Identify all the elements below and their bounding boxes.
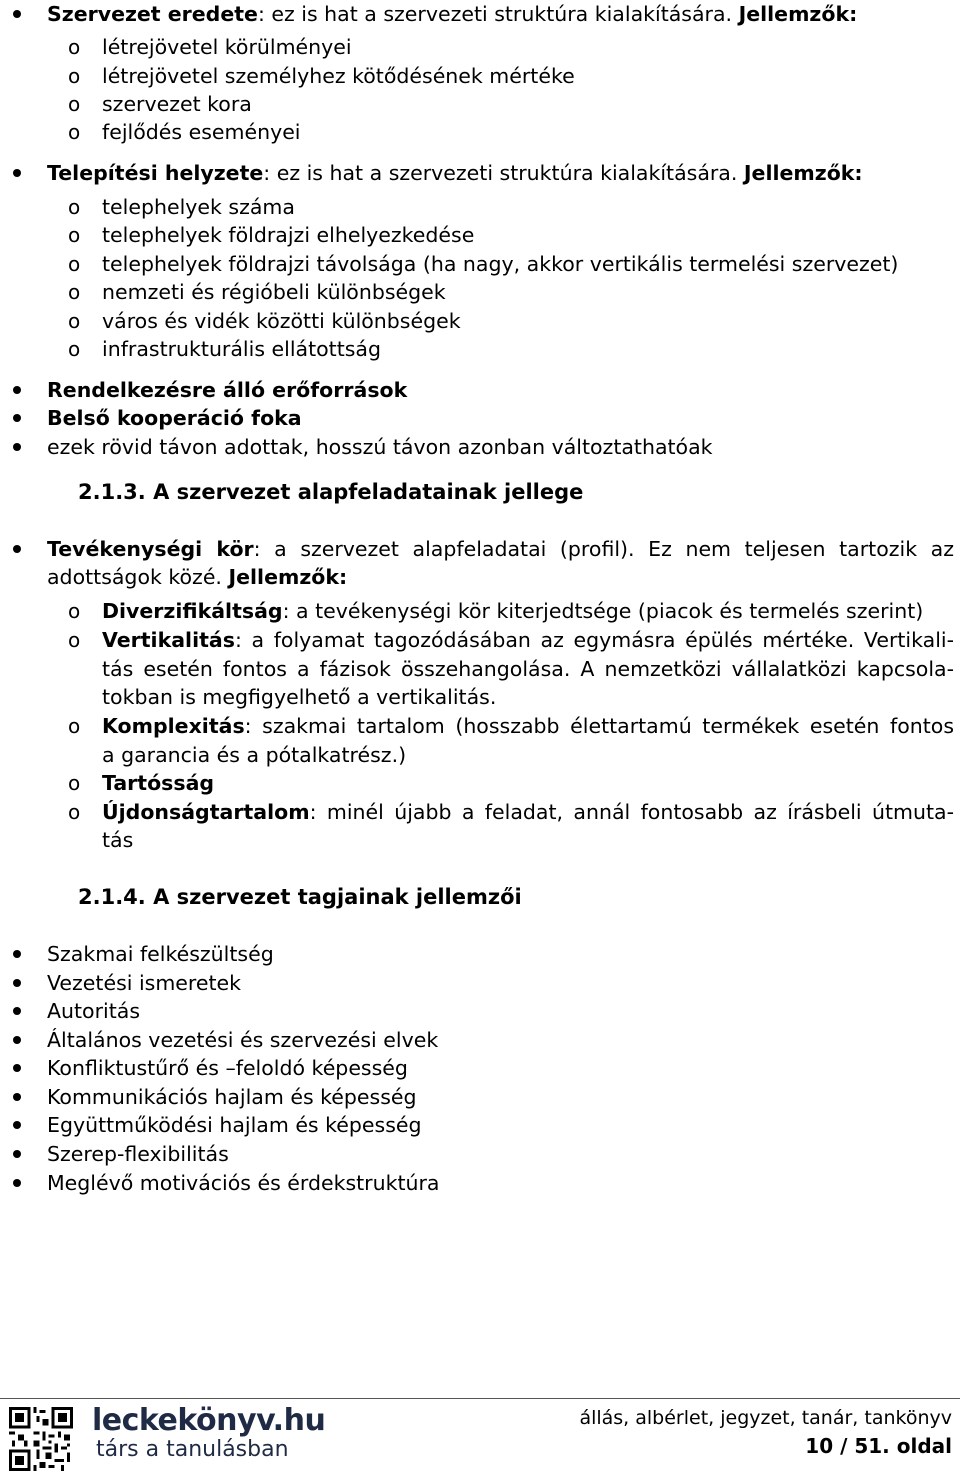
bullet-icon xyxy=(13,1179,21,1187)
bullet-icon xyxy=(13,1121,21,1129)
bullet-icon xyxy=(13,386,21,394)
qr-code-icon[interactable] xyxy=(9,1407,73,1471)
bullet-icon xyxy=(13,169,21,177)
bullet-icon xyxy=(13,1150,21,1158)
bullet-icon xyxy=(13,1007,21,1015)
bullet-icon xyxy=(13,979,21,987)
logo[interactable]: leckekönyv.hu társ a tanulásban xyxy=(92,1403,326,1462)
section-heading-2-1-4: 2.1.4. A szervezet tagjainak jellemzői xyxy=(78,885,522,909)
bullet-icon xyxy=(13,545,21,553)
page-number: 10 / 51. oldal xyxy=(805,1434,952,1458)
footer-info xyxy=(579,1404,952,1460)
bullet-icon xyxy=(13,950,21,958)
page-footer xyxy=(0,1398,960,1475)
bullet-icon xyxy=(13,1036,21,1044)
section-heading-2-1-3: 2.1.3. A szervezet alapfeladatainak jellege xyxy=(78,480,584,504)
footer-tagline: állás, albérlet, jegyzet, tanár, tankönyv xyxy=(579,1407,952,1429)
bullet-icon xyxy=(13,1093,21,1101)
bullet-icon xyxy=(13,414,21,422)
bullet-icon xyxy=(13,10,21,18)
bullet-icon xyxy=(13,1064,21,1072)
bullet-icon xyxy=(13,443,21,451)
